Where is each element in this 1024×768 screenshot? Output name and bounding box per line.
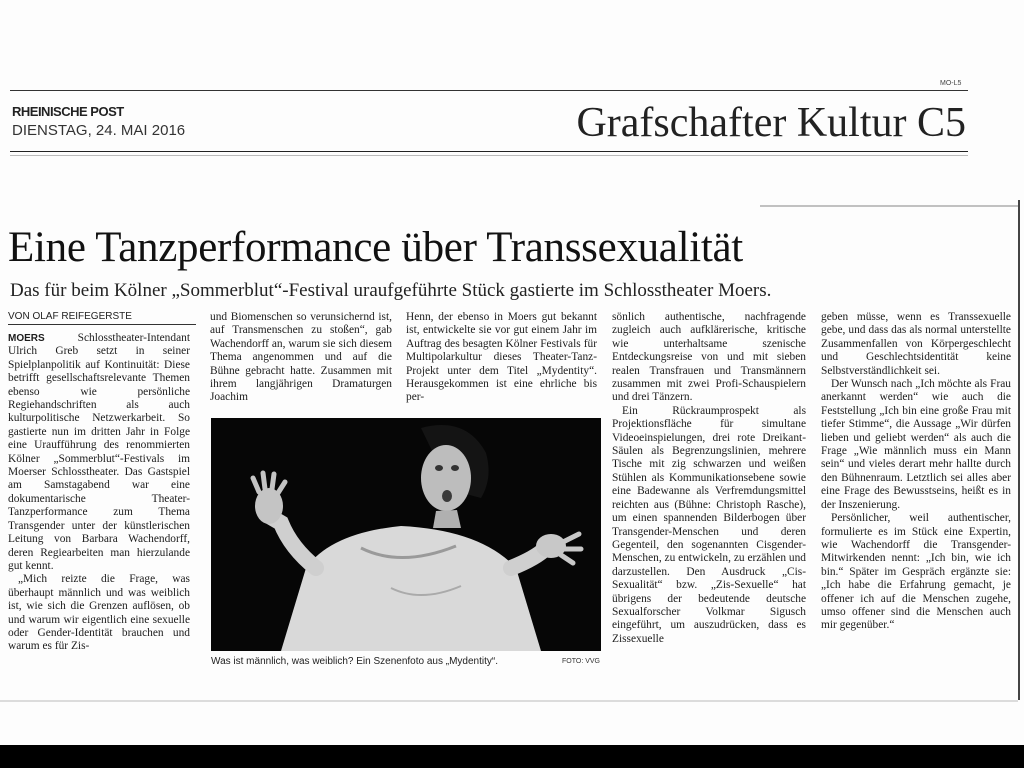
paragraph: und Biomenschen so verunsichernd ist, auf Transmenschen zu stoßen“, gab Wachendorff an, warum sie sich diesem Thema angenommen und auf die Bühne gebracht hatte. Zusammen mit ihrem langjährigen Dramaturgen Joachim [210, 311, 392, 404]
article-column-5 [821, 311, 1011, 633]
byline-rule [8, 324, 196, 325]
scan-border [0, 745, 1024, 768]
issue-date: DIENSTAG, 24. MAI 2016 [12, 122, 186, 139]
scan-artifact [760, 205, 1018, 207]
paragraph-text: Schlosstheater-Intendant Ulrich Greb setzt in seiner Spielplanpolitik auf Kontinuität: Diese betrifft gesellschaftsrelevante Themen ebenso wie persönliche Regiehandschriften als auch kulturpolitische Netzwerkarbeit. So gastierte nun im dritten Jahr in Folge eine Uraufführung des renommierten Kölner „Sommerblut“-Festivals im Moerser Schlosstheater. Das Gastspiel am Samstagabend war eine dokumentarische Theater-Tanzperformance zum Thema Transgender unter der künstlerischen Leitung von Barbara Wachendorff, deren Regiearbeiten man hierzulande gut kennt. [8, 332, 190, 572]
article-column-3 [406, 311, 597, 405]
page-id: MO-L5 [940, 80, 962, 87]
performer-figure [211, 418, 601, 651]
paragraph: geben müsse, wenn es Transsexuelle gebe, und dass das als normal unterstellte Zusammenfallen von Körpergeschlecht und Geschlechtsidentität keine Selbstverständlichkeit sei. [821, 311, 1011, 377]
header-rule-bottom-thin [10, 155, 968, 156]
paragraph: Henn, der ebenso in Moers gut bekannt ist, entwickelte sie vor gut einem Jahr im Auftrag des besagten Kölner Festivals für Multipolarkultur dieses Theater-Tanz-Projekt unter dem Titel „Mydentity“. Herausgekommen ist eine ehrliche bis per- [406, 311, 597, 404]
header-rule [10, 90, 968, 91]
paragraph: Persönlicher, weil authentischer, formulierte es im Stück eine Expertin, wie Wachendorff die Transgender-Mitwirkenden nennt: „Ich bin, wie ich bin.“ Später im Gespräch ergänzte sie: „Ich habe die Erfahrung gemacht, je offener ich auf die Menschen zugehe, umso offener sind die Menschen auch mir gegenüber.“ [821, 512, 1011, 632]
header-rule-bottom [10, 151, 968, 152]
paragraph: sönlich authentische, nachfragende zugleich auch aufklärerische, kritische wie unterhaltsame szenische Entdeckungsreise von und mit sieben realen Transfrauen und Transmännern zusammen mit zwei Profi-Schauspielern und drei Tänzern. [612, 311, 806, 404]
article-column-2 [210, 311, 392, 405]
article-byline: VON OLAF REIFEGERSTE [8, 311, 132, 322]
paragraph [8, 332, 190, 573]
scan-edge [1018, 200, 1020, 700]
article-headline: Eine Tanzperformance über Transsexualität [8, 224, 743, 271]
photo-caption: Was ist männlich, was weiblich? Ein Szenenfoto aus „Mydentity“. [211, 656, 498, 667]
article-subline: Das für beim Kölner „Sommerblut“-Festival uraufgeführte Stück gastierte im Schlosstheater Moers. [10, 280, 772, 301]
scene-photo [211, 418, 601, 651]
article-column-4 [612, 311, 806, 646]
paper-name: RHEINISCHE POST [12, 104, 124, 119]
paragraph: „Mich reizte die Frage, was überhaupt männlich und was weiblich ist, wie sich die Grenzen auflösen, ob und warum wir eigentlich eine sexuelle oder Gender-Identität brauchen und warum es für Zis- [8, 573, 190, 653]
paragraph: Der Wunsch nach „Ich möchte als Frau anerkannt werden“ wie auch die Feststellung „Ich bin eine große Frau mit tiefer Stimme“, die Aussage „Wir dürfen lieben und geliebt werden“ als auch die Frage „Wie männlich muss ein Mann sein“ und vieles derart mehr hallte durch den Bühnenraum. Letztlich sei alles aber eine Frage des Bewusstseins, heißt es in der Inszenierung. [821, 378, 1011, 511]
scan-artifact-bottom [0, 700, 1018, 702]
paragraph: Ein Rückraumprospekt als Projektionsfläche für simultane Videoeinspielungen, drei rote Dreikant-Säulen als Begrenzungslinien, mehrere Tische mit zig schwarzen und weißen Stühlen als Kommunikationsebene sowie eine Badewanne als Verfremdungsmittel reichten aus (Bühne: Christoph Rasche), um einen spannenden Bilderbogen über Transgender-Menschen und deren Gegenteil, den sogenannten Cisgender-Menschen, zu entwickeln, zu erzählen und darzustellen. Den Ausdruck „Cis-Sexualität“ bzw. „Zis-Sexuelle“ hat übrigens der bedeutende deutsche Sexualforscher Volkmar Sigusch eingeführt, um auszudrücken, dass es Zissexuelle [612, 404, 806, 645]
section-title: Grafschafter Kultur C5 [576, 100, 966, 146]
article-column-1 [8, 332, 190, 654]
dateline: MOERS [8, 333, 45, 344]
photo-credit: FOTO: VVG [562, 658, 600, 665]
